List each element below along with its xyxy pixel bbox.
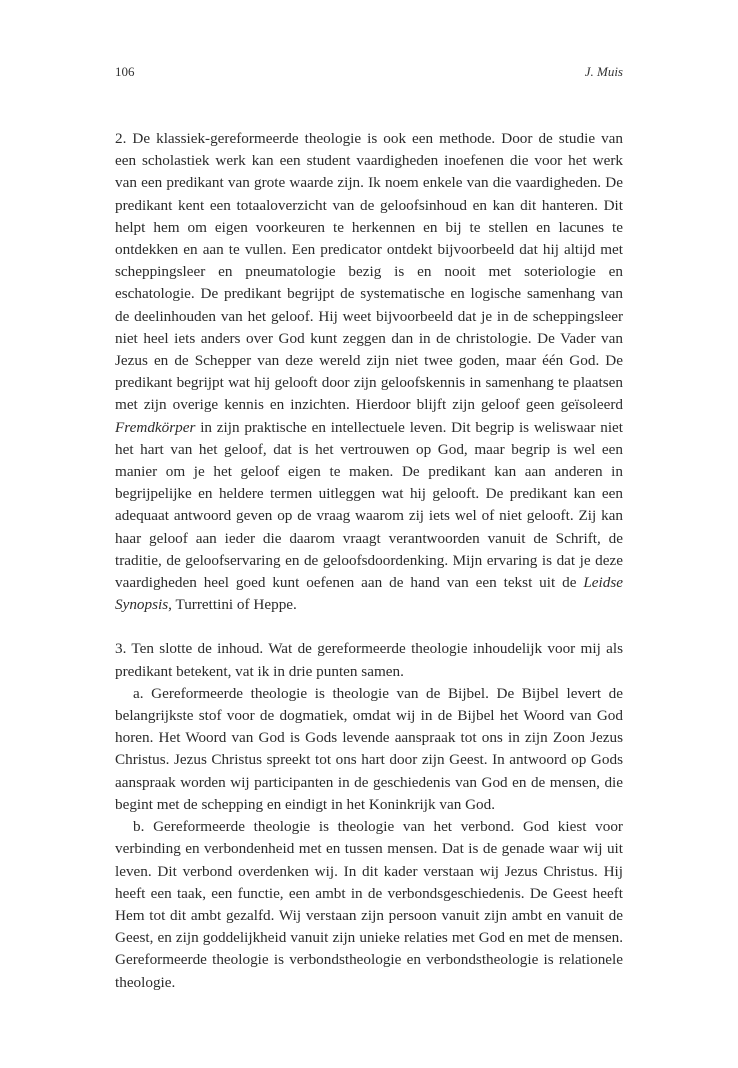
section-2-text-b: in zijn praktische en intellectuele leven. Dit begrip is weliswaar niet het hart van het geloof, dat is het vertrouwen op God, maar begrip is wel een manier om je het geloof eigen te maken. De predikant kan aan anderen in begrijpelijke en heldere termen uitleggen wat hij gelooft. De predikant kan een adequaat antwoord geven op de vraag waarom zij iets wel of niet gelooft. Zij kan haar geloof aan ieder die daarom vraagt verantwoorden vanuit de Schrift, de traditie, de geloofservaring en de geloofsdoordenking. Mijn ervaring is dat je deze vaardigheden heel goed kunt oefenen aan de hand van een tekst uit de xyxy=(115,418,623,592)
section-2-text-c: , Turrettini of Heppe. xyxy=(168,596,297,614)
term-fremdkorper: Fremdkörper xyxy=(115,418,196,436)
running-header xyxy=(115,64,623,80)
section-3-intro: 3. Ten slotte de inhoud. Wat de gereformeerde theologie inhoudelijk voor mij als predikant betekent, vat ik in drie punten samen. xyxy=(115,640,623,680)
section-3-point-a: a. Gereformeerde theologie is theologie van de Bijbel. De Bijbel levert de belangrijkste stof voor de dogmatiek, omdat wij in de Bijbel het Woord van God horen. Het Woord van God is Gods levende aanspraak tot ons in zijn Zoon Jezus Christus. Jezus Christus spreekt tot ons hart door zijn Geest. In antwoord op Gods aanspraak worden wij participanten in de geschiedenis van God en de mensen, die begint met de schepping en eindigt in het Koninkrijk van God. xyxy=(115,684,623,813)
page-number: 106 xyxy=(115,64,135,79)
running-author: J. Muis xyxy=(584,64,623,79)
section-2-paragraph xyxy=(115,128,623,616)
section-3-point-b: b. Gereformeerde theologie is theologie van het verbond. God kiest voor verbinding en verbondenheid met en tussen mensen. Dat is de genade waar wij uit leven. Dit verbond overdenken wij. In dit kader verstaan wij Jezus Christus. Hij heeft een taak, een functie, een ambt in de verbondsgeschiedenis. De Geest heeft Hem tot dit ambt gezalfd. Wij verstaan zijn persoon vanuit zijn ambt en vanuit de Geest, en zijn goddelijkheid vanuit zijn unieke relaties met God en met de mensen. Gereformeerde theologie is verbondstheologie en verbondstheologie is relationele theologie. xyxy=(115,818,623,991)
section-2-text-a: 2. De klassiek-gereformeerde theologie is ook een methode. Door de studie van een scholastiek werk kan een student vaardigheden inoefenen die voor het werk van een predikant van grote waarde zijn. Ik noem enkele van die vaardigheden. De predikant kent een totaaloverzicht van de geloofsinhoud en kan dit hanteren. Dit helpt hem om eigen voorkeuren te herkennen en bij te stellen en lacunes te ontdekken en aan te vullen. Een predicator ontdekt bijvoorbeeld dat hij altijd met scheppingsleer en pneumatologie bezig is en nooit met soteriologie en eschatologie. De predikant begrijpt de systematische en logische samenhang van de deelinhouden van het geloof. Hij weet bijvoorbeeld dat je in de scheppingsleer niet heel iets anders over God kunt zeggen dan in de christologie. De Vader van Jezus en de Schepper van deze wereld zijn niet twee goden, maar één God. De predikant begrijpt wat hij gelooft door zijn geloofskennis in samenhang te plaatsen met zijn overige kennis en inzichten. Hierdoor blijft zijn geloof geen geïsoleerd xyxy=(115,130,623,414)
body-text xyxy=(115,128,623,994)
term-leidse-synopsis: Leidse Synopsis xyxy=(115,574,623,614)
